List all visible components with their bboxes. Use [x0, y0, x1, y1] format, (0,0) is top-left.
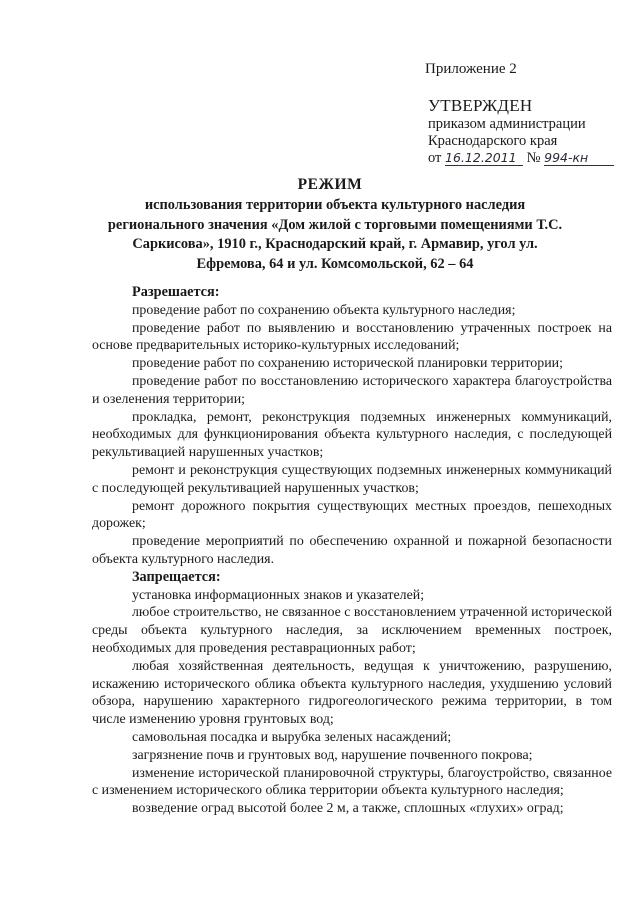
list-item: ремонт и реконструкция существующих подземных инженерных коммуникаций с последующей рекультивацией нарушенных участков;: [92, 462, 612, 496]
list-item: загрязнение почв и грунтовых вод, нарушение почвенного покрова;: [132, 747, 533, 763]
number-field: [544, 151, 614, 166]
document-body: [92, 284, 612, 818]
list-item: самовольная посадка и вырубка зеленых насаждений;: [132, 729, 452, 745]
list-item: прокладка, ремонт, реконструкция подземных инженерных коммуникаций, необходимых для функционирования объекта культурного наследия, с последующей рекультивацией нарушенных участков;: [92, 409, 612, 461]
document-subtitle: использования территории объекта культурного наследия регионального значения «Дом жилой с торговыми помещениями Т.С. Саркисова», 1910 г., Краснодарский край, г. Армавир, угол ул. Ефремова, 64 и ул. Комсомольской, 62 – 64: [107, 197, 563, 272]
list-item: любое строительство, не связанное с восстановлением утраченной исторической среды объекта культурного наследия, за исключением временных построек, необходимых для проведения реставрационных работ;: [92, 605, 613, 656]
list-item: любая хозяйственная деятельность, ведущая к уничтожению, разрушению, искажению исторического облика объекта культурного наследия, ухудшению условий обзора, нарушению характерного гидрогеологического режима территории, в том числе изменению уровня грунтовых вод;: [92, 658, 612, 728]
list-item: возведение оград высотой более 2 м, а также, сплошных «глухих» оград;: [132, 801, 564, 817]
list-item: проведение работ по выявлению и восстановлению утраченных построек на основе предварительных историко-культурных исследований;: [92, 320, 612, 354]
list-item: изменение исторической планировочной структуры, благоустройство, связанное с изменением исторического облика территории объекта культурного наследия;: [92, 765, 612, 799]
list-item: проведение работ по восстановлению исторического характера благоустройства и озеленения территории;: [92, 373, 612, 407]
section-heading-allowed: Разрешается:: [132, 284, 220, 300]
list-item: ремонт дорожного покрытия существующих местных проездов, пешеходных дорожек;: [92, 498, 612, 532]
date-field: [445, 151, 523, 166]
date-prefix: от: [428, 150, 442, 166]
approval-block: [428, 97, 633, 167]
order-date-number-line: [428, 150, 633, 167]
order-line-1: приказом администрации: [428, 116, 586, 132]
approved-heading: УТВЕРЖДЕН: [428, 96, 533, 115]
list-item: установка информационных знаков и указателей;: [132, 587, 425, 603]
list-item: проведение работ по сохранению объекта культурного наследия;: [132, 302, 516, 318]
list-item: проведение работ по сохранению исторической планировки территории;: [132, 356, 563, 372]
order-line-2: Краснодарского края: [428, 133, 558, 149]
list-item: проведение мероприятий по обеспечению охранной и пожарной безопасности объекта культурного наследия.: [92, 534, 612, 567]
number-handwritten: 994-кн: [544, 150, 589, 165]
appendix-label: Приложение 2: [425, 61, 517, 77]
number-prefix: №: [526, 150, 541, 166]
section-heading-forbidden: Запрещается:: [132, 568, 221, 585]
document-title: РЕЖИМ: [297, 176, 363, 193]
date-handwritten: 16.12.2011: [445, 150, 517, 165]
